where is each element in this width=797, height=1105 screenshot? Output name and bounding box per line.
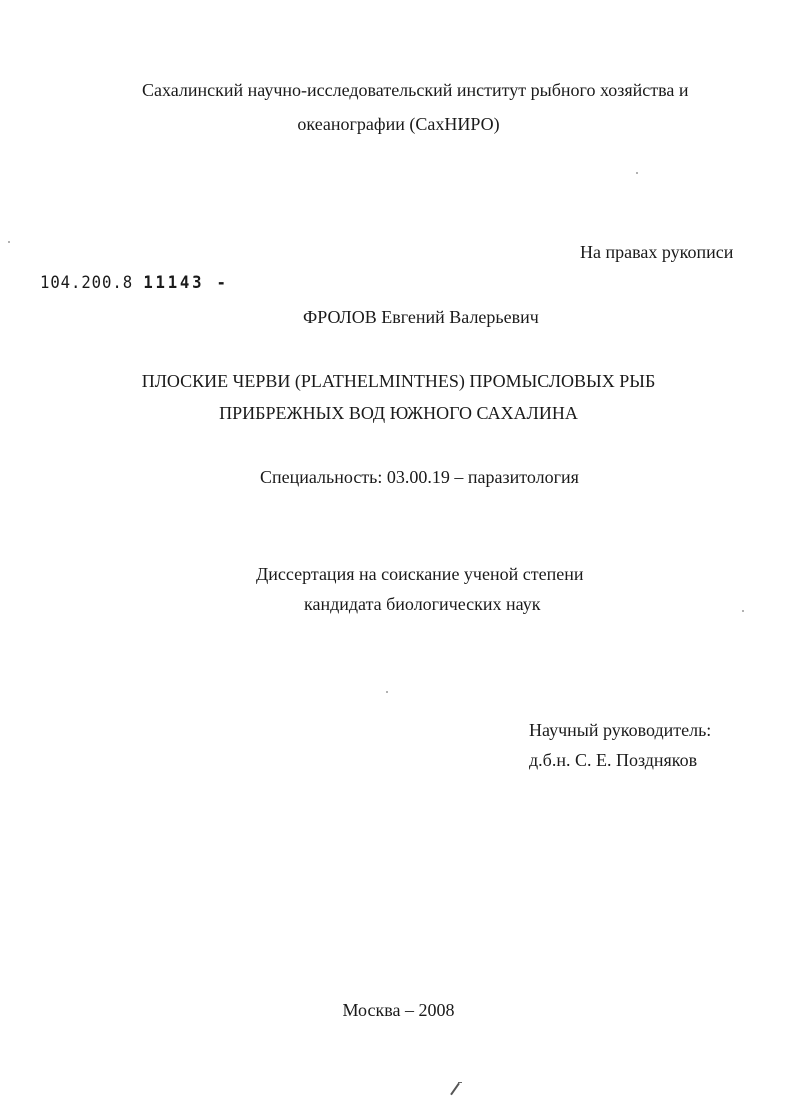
author-name: ФРОЛОВ Евгений Валерьевич	[303, 307, 539, 327]
title-line-2: ПРИБРЕЖНЫХ ВОД ЮЖНОГО САХАЛИНА	[219, 403, 578, 423]
registration-stamp	[40, 272, 229, 294]
scan-speck	[636, 172, 638, 174]
place-year: Москва – 2008	[342, 1000, 455, 1020]
specialty: Специальность: 03.00.19 – паразитология	[260, 467, 579, 487]
supervisor-label: Научный руководитель:	[529, 720, 712, 740]
scan-mark	[450, 1083, 460, 1096]
institution-line-2: океанографии (СахНИРО)	[297, 114, 500, 134]
supervisor-name: д.б.н. С. Е. Поздняков	[529, 750, 698, 770]
stamp-prefix: 104.200.8	[40, 273, 134, 293]
stamp-number: 11143 -	[143, 273, 229, 293]
rights-note: На правах рукописи	[580, 242, 734, 262]
degree-line-1: Диссертация на соискание ученой степени	[256, 564, 584, 584]
scan-mark	[458, 1082, 462, 1083]
title-line-1: ПЛОСКИЕ ЧЕРВИ (PLATHELMINTHES) ПРОМЫСЛОВЫХ РЫБ	[141, 371, 656, 391]
institution-line-1: Сахалинский научно-исследовательский институт рыбного хозяйства и	[142, 80, 689, 100]
scan-speck	[8, 241, 10, 243]
scan-speck	[386, 691, 388, 693]
scan-speck	[742, 610, 744, 612]
degree-line-2: кандидата биологических наук	[304, 594, 541, 614]
